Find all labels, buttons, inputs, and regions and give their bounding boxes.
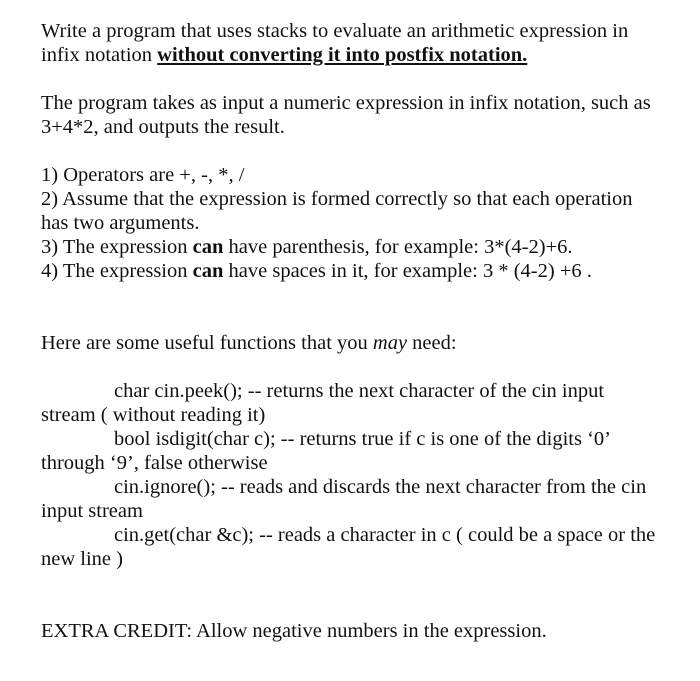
function-ignore-line-2: input stream xyxy=(41,500,143,522)
rule-4-suffix: have spaces in it, for example: 3 * (4-2) +6 . xyxy=(223,260,592,282)
rule-1: 1) Operators are +, -, *, / xyxy=(41,164,245,186)
assignment-document xyxy=(41,19,681,643)
task-line-1: Write a program that uses stacks to evaluate an arithmetic expression in xyxy=(41,20,629,42)
functions-intro-line xyxy=(41,331,681,355)
rule-4-bold: can xyxy=(192,260,224,282)
rules-list xyxy=(41,163,681,283)
rule-3 xyxy=(41,235,681,259)
function-peek-line-2: stream ( without reading it) xyxy=(41,404,266,426)
rule-2-line-2: has two arguments. xyxy=(41,212,200,234)
extra-credit xyxy=(41,619,681,643)
rule-3-prefix: 3) The expression xyxy=(41,236,193,258)
functions-intro-prefix: Here are some useful functions that you xyxy=(41,332,373,354)
task-emphasis: without converting it into postfix notation. xyxy=(157,44,528,66)
rule-4 xyxy=(41,259,681,283)
io-paragraph xyxy=(41,91,681,139)
function-ignore-line-1: cin.ignore(); -- reads and discards the next character from the cin xyxy=(114,476,647,498)
io-line-2: 3+4*2, and outputs the result. xyxy=(41,116,285,138)
functions-intro-italic: may xyxy=(372,332,408,354)
rule-2-line-1: 2) Assume that the expression is formed correctly so that each operation xyxy=(41,188,633,210)
rule-3-suffix: have parenthesis, for example: 3*(4-2)+6. xyxy=(223,236,573,258)
task-paragraph xyxy=(41,19,681,67)
functions-intro-suffix: need: xyxy=(407,332,457,354)
functions-list xyxy=(41,379,681,571)
functions-intro xyxy=(41,331,681,355)
function-isdigit-line-2: through ‘9’, false otherwise xyxy=(41,452,268,474)
task-line-2-text: infix notation xyxy=(41,44,158,66)
io-line-1: The program takes as input a numeric expression in infix notation, such as xyxy=(41,92,651,114)
function-isdigit-line-1: bool isdigit(char c); -- returns true if c is one of the digits ‘0’ xyxy=(114,428,611,450)
rule-3-bold: can xyxy=(192,236,224,258)
extra-credit-line: EXTRA CREDIT: Allow negative numbers in the expression. xyxy=(41,620,547,642)
function-get-line-1: cin.get(char &c); -- reads a character in c ( could be a space or the xyxy=(114,524,656,546)
function-get-line-2: new line ) xyxy=(41,548,123,570)
task-line-2 xyxy=(41,43,681,67)
function-peek-line-1: char cin.peek(); -- returns the next character of the cin input xyxy=(114,380,605,402)
rule-4-prefix: 4) The expression xyxy=(41,260,193,282)
